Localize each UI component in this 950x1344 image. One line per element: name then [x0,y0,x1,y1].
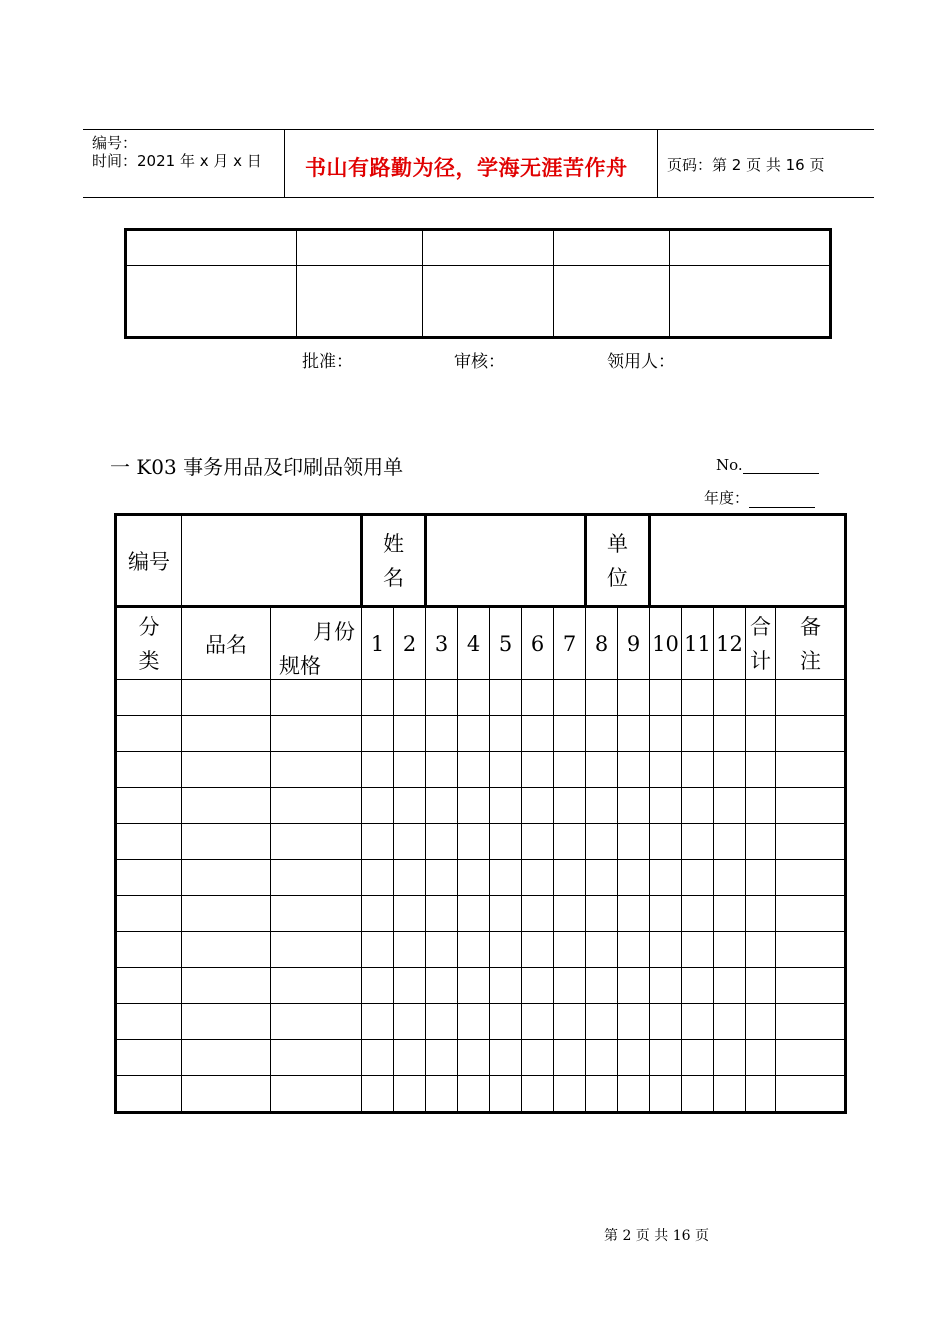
table-cell[interactable] [746,968,776,1004]
month-header-12: 12 [714,607,746,680]
table-cell[interactable] [746,716,776,752]
table-cell[interactable] [522,1004,554,1040]
table-cell[interactable] [490,788,522,824]
table-cell[interactable] [776,896,846,932]
table-cell[interactable] [586,860,618,896]
table-cell[interactable] [776,788,846,824]
table-cell[interactable] [362,752,394,788]
total-header [746,607,776,680]
table-cell[interactable] [271,716,362,752]
table-cell[interactable] [362,896,394,932]
info-row [116,515,846,607]
item-name-label: 品名 [205,632,247,657]
table-cell[interactable] [490,752,522,788]
table-cell[interactable] [714,680,746,716]
table-cell[interactable] [116,968,182,1004]
table-cell[interactable] [650,1076,682,1113]
table-cell[interactable] [458,1004,490,1040]
table-row [116,932,846,968]
total-header-2: 计 [750,648,772,673]
table-cell[interactable] [394,932,426,968]
review-label: 审核： [454,352,505,372]
table-cell [423,230,554,266]
table-cell[interactable] [682,1004,714,1040]
table-cell[interactable] [490,932,522,968]
name-value-cell[interactable] [426,515,586,607]
table-cell[interactable] [586,788,618,824]
table-row [116,860,846,896]
table-cell[interactable] [554,1040,586,1076]
table-cell[interactable] [116,1004,182,1040]
table-cell[interactable] [650,680,682,716]
table-cell[interactable] [746,680,776,716]
table-cell[interactable] [618,1076,650,1113]
table-cell[interactable] [618,860,650,896]
previous-form-table [124,228,832,339]
table-cell[interactable] [650,824,682,860]
table-cell[interactable] [522,680,554,716]
table-cell [670,266,831,338]
table-cell[interactable] [650,716,682,752]
table-cell[interactable] [394,860,426,896]
table-cell[interactable] [271,752,362,788]
table-cell[interactable] [271,824,362,860]
form-year-field [704,487,815,508]
table-cell[interactable] [426,1040,458,1076]
header-top-rule [83,129,874,130]
table-cell[interactable] [394,1004,426,1040]
month-header-4: 4 [458,607,490,680]
table-cell[interactable] [426,716,458,752]
table-cell[interactable] [586,932,618,968]
table-cell[interactable] [522,968,554,1004]
remark-header-1: 备 [800,614,822,639]
table-cell[interactable] [394,716,426,752]
table-cell[interactable] [182,1076,271,1113]
table-cell[interactable] [458,680,490,716]
table-cell[interactable] [650,752,682,788]
name-label-cell [362,515,426,607]
table-cell[interactable] [394,788,426,824]
table-cell [554,230,670,266]
table-cell[interactable] [271,1004,362,1040]
table-cell[interactable] [714,788,746,824]
table-cell[interactable] [458,1040,490,1076]
table-cell[interactable] [554,860,586,896]
table-cell[interactable] [490,968,522,1004]
table-cell[interactable] [362,680,394,716]
table-cell[interactable] [586,752,618,788]
table-cell[interactable] [182,752,271,788]
spec-label: 规格 [279,654,321,678]
table-cell[interactable] [271,968,362,1004]
form-no-label: No. [716,456,743,474]
table-cell[interactable] [271,680,362,716]
table-cell[interactable] [554,680,586,716]
form-no-field [716,455,819,474]
table-cell[interactable] [650,896,682,932]
table-cell[interactable] [490,716,522,752]
table-cell[interactable] [394,896,426,932]
table-cell[interactable] [776,680,846,716]
table-cell[interactable] [182,1040,271,1076]
table-cell[interactable] [182,788,271,824]
table-cell [297,266,423,338]
table-row [116,752,846,788]
table-cell[interactable] [682,716,714,752]
table-cell [554,266,670,338]
table-cell[interactable] [182,824,271,860]
unit-label-2: 位 [607,565,629,590]
table-cell[interactable] [776,716,846,752]
table-cell[interactable] [426,1004,458,1040]
table-cell[interactable] [522,1040,554,1076]
requisition-table [114,513,847,1114]
table-cell[interactable] [746,824,776,860]
month-header-6: 6 [522,607,554,680]
table-cell[interactable] [426,1076,458,1113]
table-cell[interactable] [362,788,394,824]
table-cell[interactable] [271,1076,362,1113]
table-cell[interactable] [618,896,650,932]
table-cell[interactable] [362,1040,394,1076]
table-cell[interactable] [116,1076,182,1113]
table-cell[interactable] [776,824,846,860]
form-year-blank [749,489,815,508]
table-cell[interactable] [714,1040,746,1076]
table-cell[interactable] [426,896,458,932]
table-cell[interactable] [362,824,394,860]
table-cell[interactable] [490,680,522,716]
table-cell[interactable] [682,968,714,1004]
table-cell[interactable] [682,752,714,788]
table-cell[interactable] [714,1004,746,1040]
table-cell[interactable] [490,860,522,896]
table-cell[interactable] [116,1040,182,1076]
page-footer: 第 2 页 共 16 页 [604,1228,709,1244]
table-cell[interactable] [426,860,458,896]
table-cell[interactable] [714,1076,746,1113]
table-cell[interactable] [776,968,846,1004]
table-cell[interactable] [554,1076,586,1113]
table-row [116,788,846,824]
month-header-9: 9 [618,607,650,680]
table-cell[interactable] [182,680,271,716]
category-header [116,607,182,680]
table-cell [297,230,423,266]
table-cell[interactable] [394,1040,426,1076]
table-cell[interactable] [458,968,490,1004]
table-cell[interactable] [394,680,426,716]
table-cell[interactable] [746,1004,776,1040]
table-cell[interactable] [426,932,458,968]
month-header-2: 2 [394,607,426,680]
table-cell[interactable] [682,680,714,716]
total-header-1: 合 [750,614,772,639]
header-divider [657,129,658,197]
table-row [126,230,831,266]
table-cell[interactable] [271,1040,362,1076]
table-cell [670,230,831,266]
table-cell[interactable] [490,1040,522,1076]
table-cell[interactable] [458,1076,490,1113]
table-cell[interactable] [714,716,746,752]
table-cell[interactable] [746,860,776,896]
table-cell[interactable] [554,1004,586,1040]
table-cell[interactable] [116,896,182,932]
name-label-2: 名 [383,565,404,590]
table-cell[interactable] [458,896,490,932]
form-title: 一 K03 事务用品及印刷品领用单 [110,455,404,479]
table-cell[interactable] [458,860,490,896]
table-cell[interactable] [182,716,271,752]
table-cell[interactable] [458,824,490,860]
table-cell[interactable] [618,824,650,860]
item-name-header [182,607,271,680]
table-cell[interactable] [650,788,682,824]
table-cell[interactable] [776,752,846,788]
table-cell[interactable] [650,968,682,1004]
month-header-8: 8 [586,607,618,680]
table-cell[interactable] [522,896,554,932]
table-cell[interactable] [776,1004,846,1040]
table-cell[interactable] [586,1076,618,1113]
month-header-3: 3 [426,607,458,680]
remark-header-2: 注 [800,648,822,673]
table-cell[interactable] [458,752,490,788]
number-label: 编号 [128,549,170,574]
table-cell[interactable] [554,896,586,932]
table-cell[interactable] [776,932,846,968]
name-label-1: 姓 [383,531,404,556]
table-cell[interactable] [776,860,846,896]
table-row [116,1004,846,1040]
table-cell[interactable] [116,716,182,752]
table-cell[interactable] [394,1076,426,1113]
table-cell[interactable] [426,824,458,860]
table-row [116,968,846,1004]
month-header-11: 11 [682,607,714,680]
approve-label: 批准： [302,352,353,372]
table-cell[interactable] [586,896,618,932]
table-cell[interactable] [746,752,776,788]
table-cell[interactable] [682,788,714,824]
table-cell[interactable] [554,752,586,788]
table-cell[interactable] [554,932,586,968]
table-cell[interactable] [182,932,271,968]
table-cell[interactable] [490,824,522,860]
table-cell[interactable] [394,968,426,1004]
category-header-2: 类 [138,648,160,673]
table-cell[interactable] [746,1040,776,1076]
table-cell[interactable] [586,716,618,752]
table-row [116,716,846,752]
table-cell[interactable] [618,968,650,1004]
month-header-10: 10 [650,607,682,680]
table-cell[interactable] [714,932,746,968]
table-cell[interactable] [458,788,490,824]
table-cell[interactable] [586,824,618,860]
category-header-1: 分 [138,614,160,639]
header-page-info: 页码：第 2 页 共 16 页 [667,156,825,174]
table-cell[interactable] [182,896,271,932]
table-row [116,1076,846,1113]
month-spec-header [271,607,362,680]
column-header-row [116,607,846,680]
table-cell[interactable] [746,788,776,824]
table-cell[interactable] [426,680,458,716]
table-cell[interactable] [522,860,554,896]
table-cell[interactable] [554,968,586,1004]
remark-header [776,607,846,680]
table-cell[interactable] [522,752,554,788]
table-cell[interactable] [271,932,362,968]
table-cell[interactable] [650,932,682,968]
table-cell[interactable] [746,932,776,968]
table-cell[interactable] [650,1004,682,1040]
table-cell[interactable] [522,824,554,860]
table-cell[interactable] [682,824,714,860]
table-cell[interactable] [182,1004,271,1040]
month-header-7: 7 [554,607,586,680]
month-label: 月份 [313,620,355,644]
table-cell[interactable] [426,788,458,824]
table-row [116,680,846,716]
table-cell[interactable] [618,932,650,968]
table-cell[interactable] [271,788,362,824]
table-cell[interactable] [362,932,394,968]
table-cell [423,266,554,338]
table-cell[interactable] [714,752,746,788]
table-cell[interactable] [714,968,746,1004]
table-cell[interactable] [116,680,182,716]
table-cell[interactable] [522,1076,554,1113]
table-cell[interactable] [271,860,362,896]
table-cell[interactable] [554,824,586,860]
table-cell[interactable] [362,860,394,896]
table-cell[interactable] [426,752,458,788]
table-cell[interactable] [746,896,776,932]
table-cell[interactable] [116,860,182,896]
table-cell[interactable] [682,932,714,968]
number-value-cell[interactable] [182,515,362,607]
table-row [116,896,846,932]
table-cell[interactable] [116,752,182,788]
table-cell[interactable] [394,824,426,860]
unit-label-cell [586,515,650,607]
table-cell[interactable] [618,1040,650,1076]
table-cell[interactable] [426,968,458,1004]
month-header-1: 1 [362,607,394,680]
table-cell[interactable] [522,932,554,968]
table-row [126,266,831,338]
table-cell[interactable] [362,1076,394,1113]
month-header-5: 5 [490,607,522,680]
table-cell[interactable] [586,968,618,1004]
table-row [116,824,846,860]
table-cell[interactable] [116,788,182,824]
form-no-blank [743,455,819,474]
table-cell[interactable] [458,716,490,752]
table-cell[interactable] [554,788,586,824]
table-cell[interactable] [586,1040,618,1076]
table-cell[interactable] [490,1076,522,1113]
table-cell[interactable] [182,860,271,896]
table-cell[interactable] [271,896,362,932]
table-cell[interactable] [682,896,714,932]
header-divider [284,129,285,197]
table-cell[interactable] [714,824,746,860]
header-motto: 书山有路勤为径，学海无涯苦作舟 [305,156,628,180]
table-cell[interactable] [682,1076,714,1113]
unit-label-1: 单 [607,531,629,556]
document-number-label: 编号： [92,134,138,152]
unit-value-cell[interactable] [650,515,846,607]
table-cell [126,230,297,266]
table-cell[interactable] [682,860,714,896]
table-cell[interactable] [618,1004,650,1040]
table-cell[interactable] [522,788,554,824]
document-time-label: 时间：2021 年 x 月 x 日 [92,152,262,170]
table-cell[interactable] [116,824,182,860]
table-cell[interactable] [650,860,682,896]
table-cell[interactable] [618,752,650,788]
table-cell[interactable] [618,788,650,824]
table-cell[interactable] [776,1076,846,1113]
table-cell[interactable] [116,932,182,968]
table-cell[interactable] [714,860,746,896]
table-cell[interactable] [522,716,554,752]
table-cell[interactable] [714,896,746,932]
receiver-label: 领用人： [607,352,675,372]
number-label-cell [116,515,182,607]
table-row [116,1040,846,1076]
table-cell[interactable] [182,968,271,1004]
table-cell[interactable] [362,968,394,1004]
table-cell[interactable] [618,680,650,716]
table-cell[interactable] [746,1076,776,1113]
table-cell[interactable] [490,1004,522,1040]
table-cell[interactable] [394,752,426,788]
table-cell [126,266,297,338]
header-bottom-rule [83,197,874,198]
table-cell[interactable] [362,1004,394,1040]
table-cell[interactable] [618,716,650,752]
table-cell[interactable] [362,716,394,752]
table-cell[interactable] [490,896,522,932]
table-cell[interactable] [682,1040,714,1076]
form-year-label: 年度： [704,489,750,507]
table-cell[interactable] [458,932,490,968]
table-cell[interactable] [650,1040,682,1076]
table-cell[interactable] [776,1040,846,1076]
table-cell[interactable] [554,716,586,752]
table-cell[interactable] [586,1004,618,1040]
table-cell[interactable] [586,680,618,716]
